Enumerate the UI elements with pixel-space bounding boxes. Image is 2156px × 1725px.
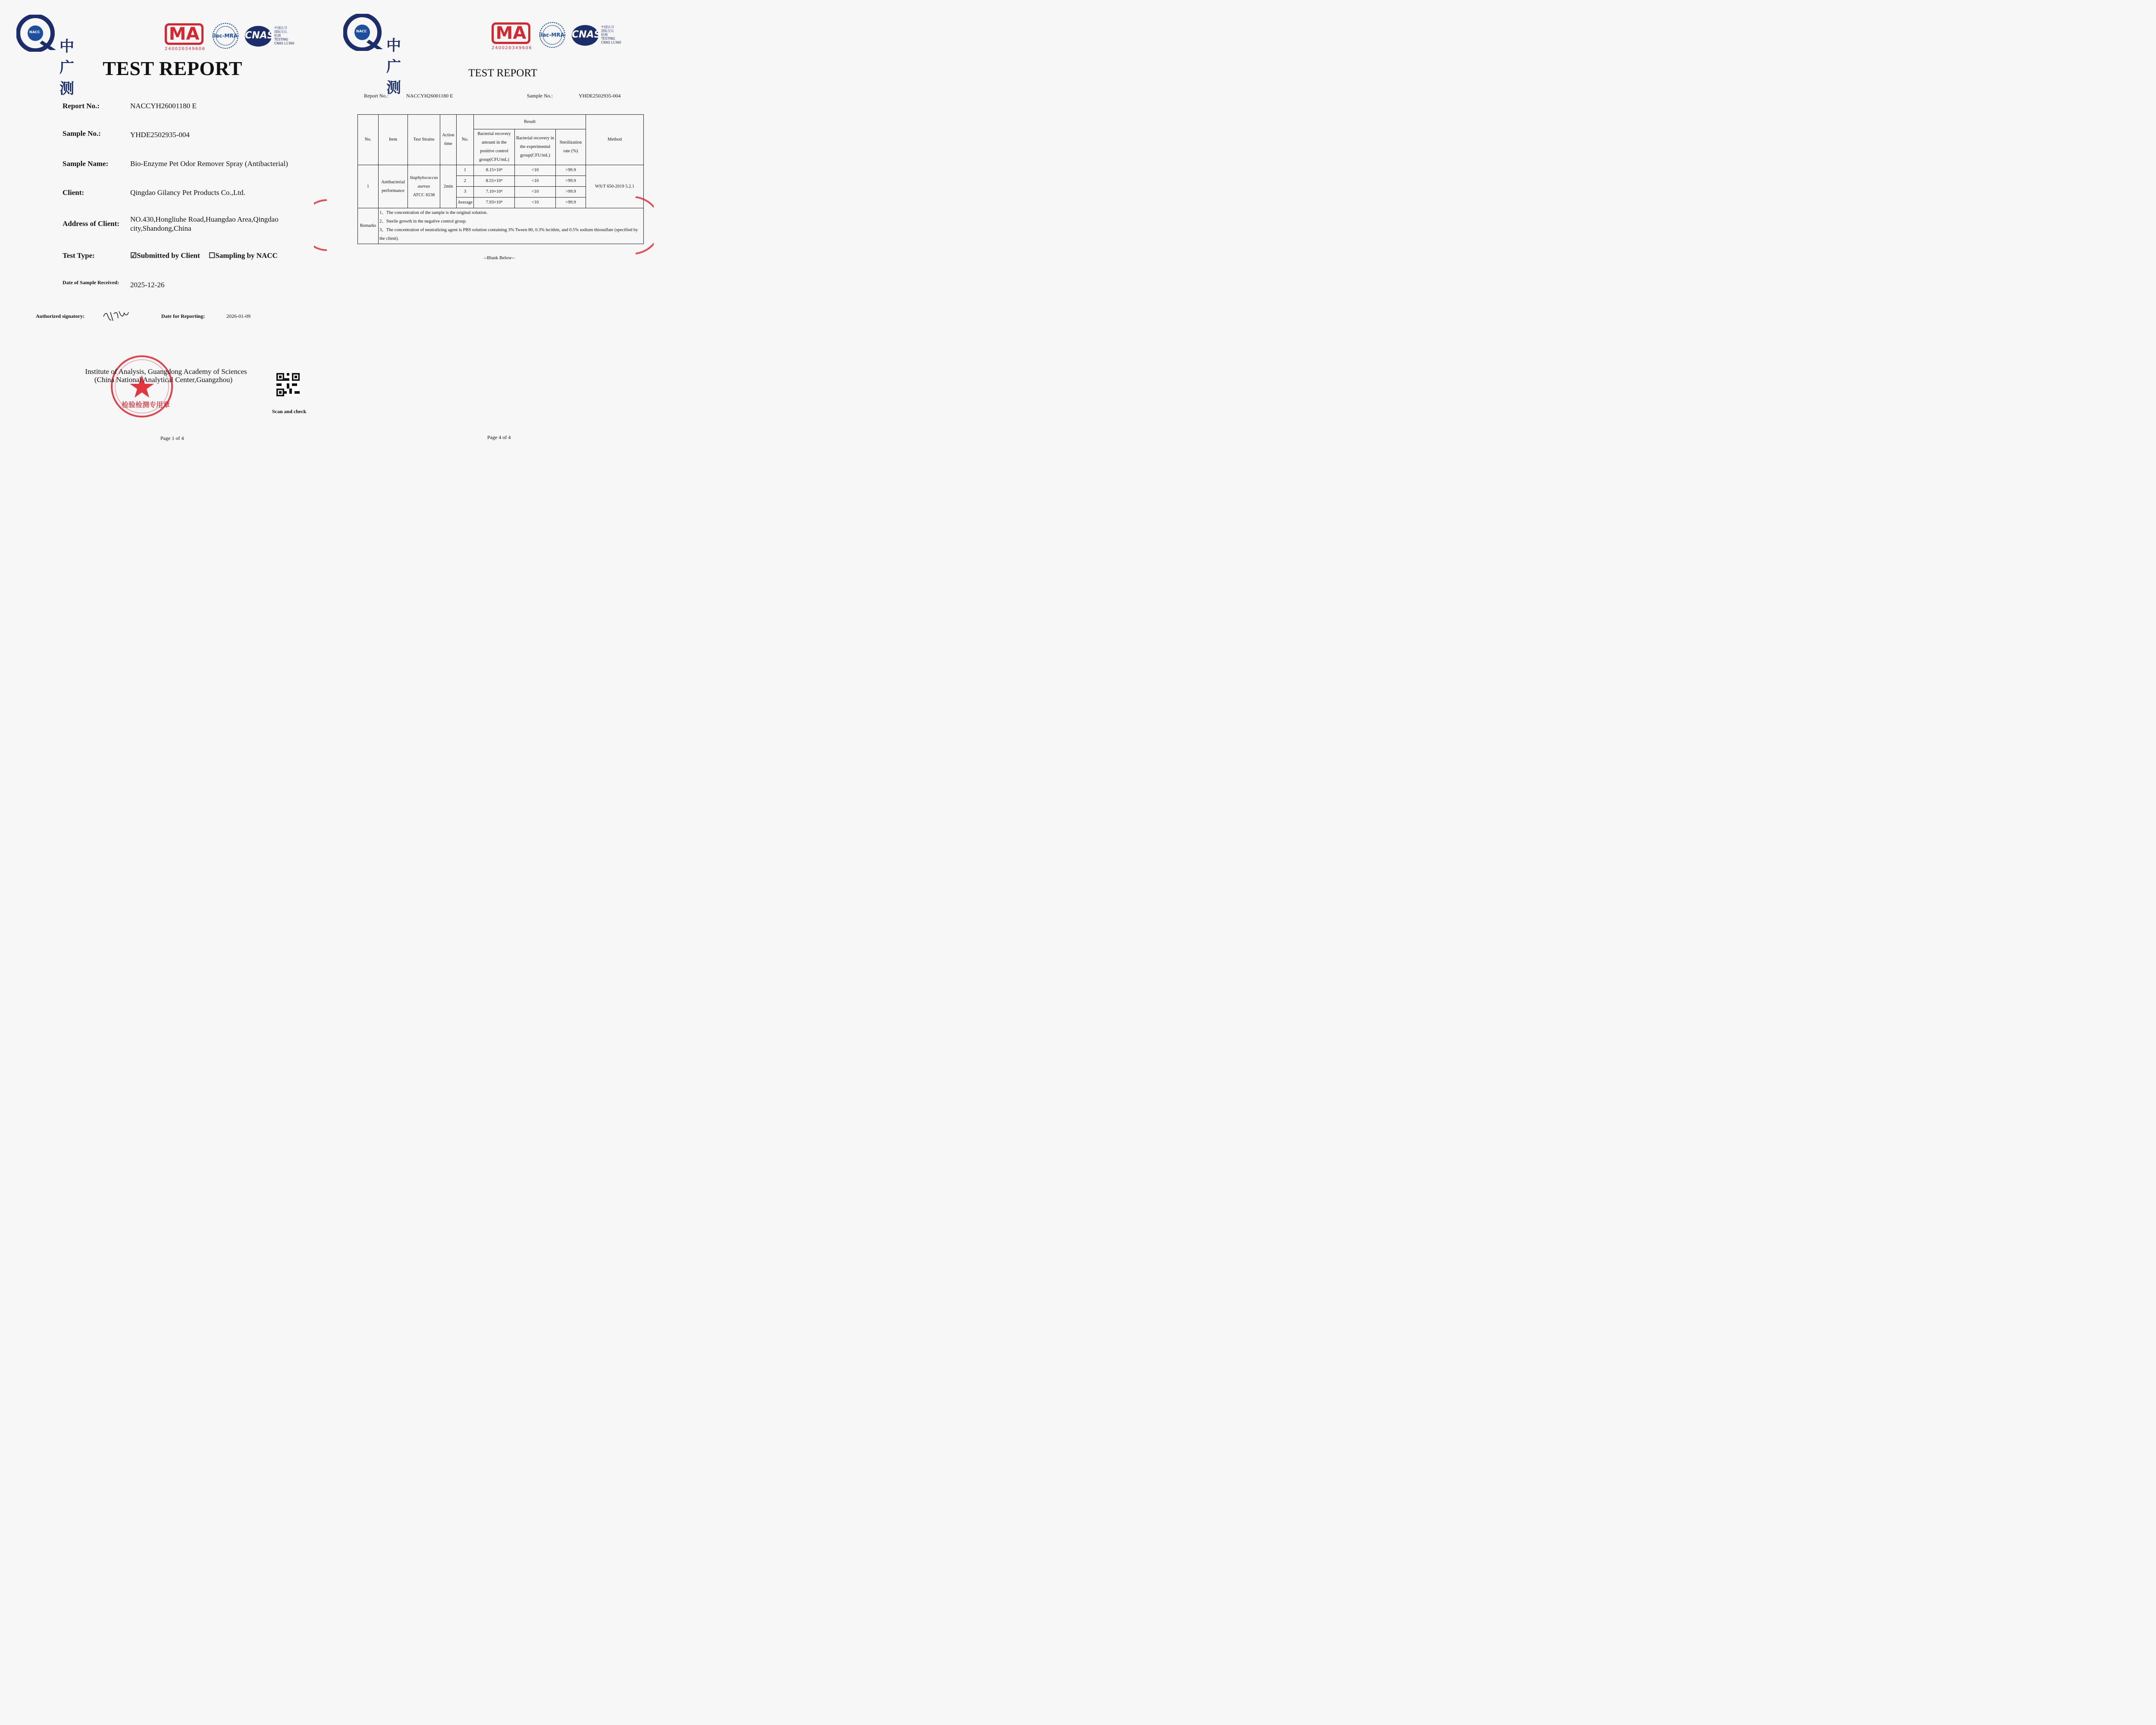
ilac-text: ilac-MRA (539, 32, 564, 38)
header-result: Result (474, 115, 586, 129)
cnas-line: TESTING (601, 37, 615, 41)
page-title: TEST REPORT (468, 67, 537, 79)
test-type-option-nacc-label: Sampling by NACC (215, 251, 278, 260)
results-table-wrap (357, 114, 644, 244)
signature-image (102, 308, 130, 323)
ilac-logo (538, 22, 567, 50)
checked-box-icon: ☑ (130, 251, 137, 260)
cnas-line: 中国认可 (274, 26, 287, 30)
result-experimental: <10 (515, 198, 556, 208)
cnas-line: CNAS L1360 (274, 41, 295, 45)
cnas-text: CNAS (245, 30, 274, 41)
cnas-line: 中国认可 (601, 25, 614, 29)
strain-line-3: ATCC 6538 (413, 192, 435, 198)
result-rate: >99.9 (556, 165, 586, 176)
header-sterilization-rate: Sterilization rate (%) (556, 129, 586, 165)
report-page-4 (338, 0, 676, 451)
institute-line-1: Institute of Analysis, Guangdong Academy of Sciences (85, 367, 247, 376)
test-type-option-client (130, 251, 200, 260)
remark-line: 3、The concentration of neutralizing agent is PBS solution containing 3% Tween 80, 0.3% lecithin, and 0.5% sodium thiosulfate (specified by the client). (379, 228, 638, 241)
page-number: Page 4 of 4 (487, 434, 511, 440)
test-type-option-client-label: Submitted by Client (137, 251, 200, 260)
row-no: 1 (358, 165, 379, 208)
result-positive: 7.10×10⁴ (474, 187, 515, 198)
blank-below-note: --Blank Below-- (483, 255, 515, 260)
result-positive: 8.55×10⁴ (474, 176, 515, 187)
remark-line: 2、Sterile growth in the negative control group. (379, 219, 467, 224)
result-no: 2 (457, 176, 474, 187)
ma-mark: MA (165, 23, 204, 45)
date-reporting-value: 2026-01-09 (226, 313, 251, 319)
remarks-content (379, 208, 644, 244)
result-positive: 7.93×10⁴ (474, 198, 515, 208)
unchecked-box-icon: ☐ (209, 251, 216, 260)
result-no: 3 (457, 187, 474, 198)
address-label: Address of Client: (63, 220, 119, 228)
remark-line: 1、The concentration of the sample is the original solution. (379, 210, 488, 215)
cnas-caption (601, 25, 627, 44)
nacc-badge-text: NACC (356, 29, 367, 33)
report-no-label: Report No.: (364, 93, 389, 99)
ilac-logo (211, 22, 240, 51)
remarks-label: Remarks (358, 208, 379, 244)
header-positive-control: Bacterial recovery amount in the positive control group(CFU/mL) (474, 129, 515, 165)
sample-no-label: Sample No.: (527, 93, 553, 99)
ilac-text: ilac-MRA (212, 33, 238, 39)
nacc-logo (16, 15, 75, 97)
result-rate: >99.9 (556, 187, 586, 198)
row-action-time: 2min (440, 165, 457, 208)
result-experimental: <10 (515, 165, 556, 176)
cnas-logo (244, 25, 295, 50)
header-method: Method (586, 115, 644, 165)
date-received-label: Date of Sample Received: (63, 279, 119, 285)
ma-logo (492, 22, 532, 50)
ma-number: 240020349606 (492, 46, 533, 50)
cnas-line: TESTING (274, 38, 288, 41)
seal-text: 检验检测专用章 (122, 401, 170, 409)
test-type-option-nacc (209, 251, 278, 260)
header-no-2: No. (457, 115, 474, 165)
sample-name-value: Bio-Enzyme Pet Odor Remover Spray (Antibacterial) (130, 160, 288, 168)
results-table (357, 114, 644, 244)
row-test-strain (408, 165, 440, 208)
report-no-value: NACCYH26001180 E (406, 93, 453, 99)
client-label: Client: (63, 188, 85, 197)
cnas-line: 检测 (274, 34, 281, 38)
report-no-value: NACCYH26001180 E (130, 102, 197, 110)
signatory-label: Authorized signatory: (36, 313, 85, 319)
result-no: Average (457, 198, 474, 208)
header-no: No. (358, 115, 379, 165)
cnas-caption (274, 26, 300, 45)
result-rate: >99.9 (556, 198, 586, 208)
ma-mark: MA (492, 22, 530, 44)
sample-no-label: Sample No.: (63, 129, 101, 138)
result-positive: 8.15×10⁴ (474, 165, 515, 176)
nacc-badge-text: NACC (29, 30, 40, 34)
institute-line-2: (China National Analytical Center,Guangzhou) (94, 376, 233, 384)
address-line-2: city,Shandong,China (130, 224, 191, 232)
result-experimental: <10 (515, 176, 556, 187)
strain-line-2: aureus (417, 184, 430, 189)
ma-logo (165, 23, 205, 51)
cnas-text: CNAS (572, 29, 601, 40)
address-line-1: NO.430,Hongliuhe Road,Huangdao Area,Qingdao (130, 215, 279, 223)
qr-code-icon[interactable] (276, 373, 300, 396)
date-reporting-label: Date for Reporting: (161, 313, 205, 319)
ma-number: 240020349606 (165, 47, 206, 51)
page-title: TEST REPORT (103, 57, 242, 79)
header-test-strains: Test Strains (408, 115, 440, 165)
result-experimental: <10 (515, 187, 556, 198)
company-cn-name: 中广测 (60, 38, 75, 97)
page-number: Page 1 of 4 (160, 435, 184, 441)
header-action-time: Action time (440, 115, 457, 165)
date-received-value: 2025-12-26 (130, 281, 165, 289)
cnas-line: 检测 (601, 33, 608, 37)
cnas-logo (571, 24, 621, 49)
sample-name-label: Sample Name: (63, 160, 109, 168)
row-method: WS/T 650-2019 5.2.1 (586, 165, 644, 208)
company-cn-name: 中广测 (386, 37, 401, 97)
test-type-label: Test Type: (63, 251, 95, 260)
seam-stamp-fragment (635, 196, 654, 254)
strain-line-1: Staphylococcus (410, 175, 438, 180)
result-no: 1 (457, 165, 474, 176)
report-no-label: Report No.: (63, 102, 100, 110)
cnas-line: 国际互认 (601, 29, 614, 33)
row-item: Antibacterial performance (379, 165, 408, 208)
header-item: Item (379, 115, 408, 165)
cnas-line: CNAS L1360 (601, 41, 621, 44)
header-experimental: Bacterial recovery in the experimental group(CFU/mL) (515, 129, 556, 165)
seam-stamp-fragment (314, 199, 327, 251)
report-page-1 (0, 0, 338, 451)
sample-no-value: YHDE2502935-004 (579, 93, 621, 99)
result-rate: >99.9 (556, 176, 586, 187)
cnas-line: 国际互认 (274, 30, 287, 34)
scan-label: Scan and check (272, 408, 307, 414)
client-value: Qingdao Gilancy Pet Products Co.,Ltd. (130, 188, 245, 197)
sample-no-value: YHDE2502935-004 (130, 131, 190, 139)
